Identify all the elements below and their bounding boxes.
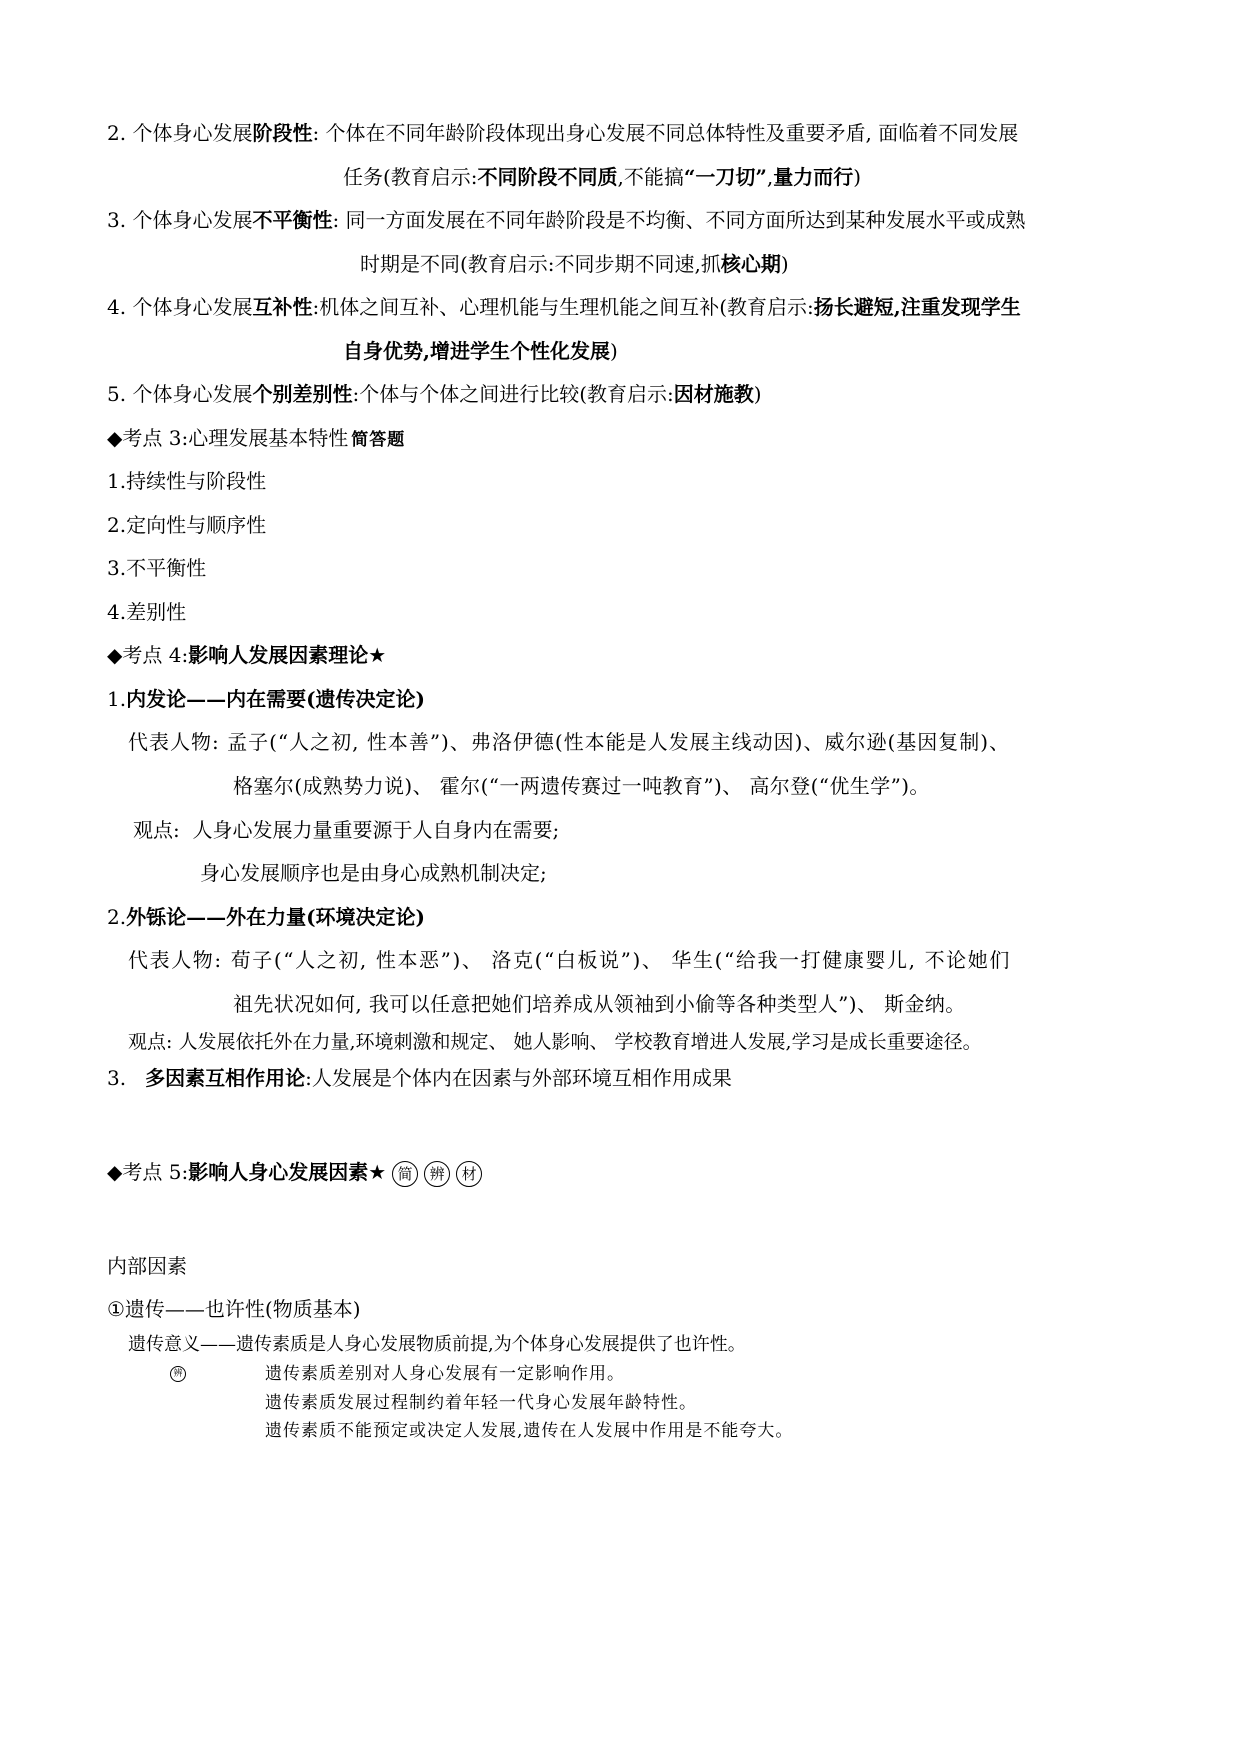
- trait-term: 个别差别性: [252, 382, 353, 406]
- trait-lead: 3. 个体身心发展: [107, 208, 253, 232]
- theory-name: 多因素互相作用论: [145, 1066, 306, 1090]
- exam-point-4-heading: [107, 643, 386, 667]
- exam-point-5-heading: [107, 1157, 482, 1187]
- implication-text: 任务(教育启示:: [343, 165, 478, 189]
- question-type-badge-short-answer: 简: [392, 1161, 418, 1187]
- theory-3: [107, 1066, 732, 1090]
- theory-2-representatives-line-2: 祖先状况如何, 我可以任意把她们培养成从领袖到小偷等各种类型人”)、 斯金纳。: [233, 992, 966, 1016]
- trait-item-3-line-2: [360, 252, 789, 276]
- trait-item-4-line-1: [107, 295, 1021, 319]
- trait-term: 互补性: [252, 295, 313, 319]
- theory-1-representatives-line-2: 格塞尔(成熟势力说)、 霍尔(“一两遗传赛过一吨教育”)、 高尔登(“优生学”)。: [233, 774, 930, 798]
- list-item: 4.差别性: [107, 600, 187, 624]
- trait-definition: : 同一方面发展在不同年龄阶段是不均衡、不同方面所达到某种发展水平或成熟: [332, 208, 1026, 232]
- implication-text: 时期是不同(教育启示:不同步期不同速,抓: [360, 252, 721, 276]
- discrimination-badge-small: 辨: [170, 1366, 186, 1382]
- list-item: 1.持续性与阶段性: [107, 469, 267, 493]
- key-phrase: 扬长避短,注重发现学生: [813, 295, 1021, 319]
- list-item: 2.定向性与顺序性: [107, 513, 267, 537]
- question-type-badge-discrimination: 辨: [424, 1161, 450, 1187]
- theory-number: 1.: [107, 687, 127, 711]
- theory-2-viewpoint: 观点: 人发展依托外在力量,环境刺激和规定、 她人影响、 学校教育增进人发展,学习是成长重要途径。: [128, 1031, 982, 1053]
- trait-definition: :机体之间互补、心理机能与生理机能之间互补(教育启示:: [312, 295, 814, 319]
- heading-title: 影响人身心发展因素★: [188, 1160, 387, 1184]
- question-type-badge-material: 材: [456, 1161, 482, 1187]
- heading-prefix: ◆考点 4:: [107, 643, 189, 667]
- trait-lead: 4. 个体身心发展: [107, 295, 253, 319]
- trait-item-5-line-1: [107, 382, 762, 406]
- implication-text: ,不能搞: [617, 165, 684, 189]
- key-phrase: 不同阶段不同质: [477, 165, 618, 189]
- theory-1-representatives-line-1: 代表人物: 孟子(“人之初, 性本善”)、弗洛伊德(性本能是人发展主线动因)、威尔逊(基因复制)、: [128, 730, 1011, 754]
- implication-text: ): [780, 252, 789, 276]
- internal-factors-label: 内部因素: [107, 1254, 187, 1278]
- key-phrase: 核心期: [720, 252, 781, 276]
- trait-item-2-line-1: [107, 121, 1018, 145]
- trait-item-4-line-2: [343, 339, 618, 363]
- question-type-tag: 简答题: [351, 430, 406, 450]
- theory-2-title: [107, 905, 425, 929]
- theory-1-viewpoint-line-1: 观点: 人身心发展力量重要源于人自身内在需要;: [133, 818, 560, 842]
- implication-text: ): [753, 382, 762, 406]
- theory-description: :人发展是个体内在因素与外部环境互相作用成果: [305, 1066, 732, 1090]
- implication-text: ): [853, 165, 862, 189]
- theory-number: 3.: [107, 1066, 146, 1090]
- theory-name: 内发论——内在需要(遗传决定论): [126, 687, 426, 711]
- trait-item-2-line-2: [343, 165, 861, 189]
- theory-2-representatives-line-1: 代表人物: 荀子(“人之初, 性本恶”)、 洛克(“白板说”)、 华生(“给我一打健康婴儿, 不论她们: [128, 948, 1011, 972]
- implication-text: ): [609, 339, 618, 363]
- heading-text: ◆考点 3:心理发展基本特性: [107, 426, 349, 450]
- key-phrase: 自身优势,增进学生个性化发展: [343, 339, 610, 363]
- heredity-title: ①遗传——也许性(物质基本): [107, 1297, 361, 1321]
- exam-point-3-heading: [107, 426, 405, 452]
- heredity-point: 遗传素质不能预定或决定人发展,遗传在人发展中作用是不能夸大。: [265, 1421, 794, 1441]
- key-phrase: 量力而行: [773, 165, 854, 189]
- theory-name: 外铄论——外在力量(环境决定论): [126, 905, 426, 929]
- heading-prefix: ◆考点 5:: [107, 1160, 189, 1184]
- trait-lead: 2. 个体身心发展: [107, 121, 253, 145]
- theory-1-title: [107, 687, 425, 711]
- theory-number: 2.: [107, 905, 127, 929]
- list-item: 3.不平衡性: [107, 556, 207, 580]
- heredity-point: 遗传素质发展过程制约着年轻一代身心发展年龄特性。: [265, 1393, 697, 1413]
- heredity-meaning: 遗传意义——遗传素质是人身心发展物质前提,为个体身心发展提供了也许性。: [128, 1334, 746, 1355]
- key-phrase: “一刀切”: [683, 165, 767, 189]
- trait-term: 不平衡性: [252, 208, 333, 232]
- trait-term: 阶段性: [252, 121, 313, 145]
- trait-definition: : 个体在不同年龄阶段体现出身心发展不同总体特性及重要矛盾, 面临着不同发展: [312, 121, 1019, 145]
- key-phrase: 因材施教: [673, 382, 754, 406]
- trait-definition: :个体与个体之间进行比较(教育启示:: [352, 382, 674, 406]
- trait-lead: 5. 个体身心发展: [107, 382, 253, 406]
- heading-title: 影响人发展因素理论★: [188, 643, 387, 667]
- implication-text: ,: [766, 165, 774, 189]
- heredity-point: 遗传素质差别对人身心发展有一定影响作用。: [265, 1364, 625, 1384]
- theory-1-viewpoint-line-2: 身心发展顺序也是由身心成熟机制决定;: [200, 861, 547, 885]
- trait-item-3-line-1: [107, 208, 1026, 232]
